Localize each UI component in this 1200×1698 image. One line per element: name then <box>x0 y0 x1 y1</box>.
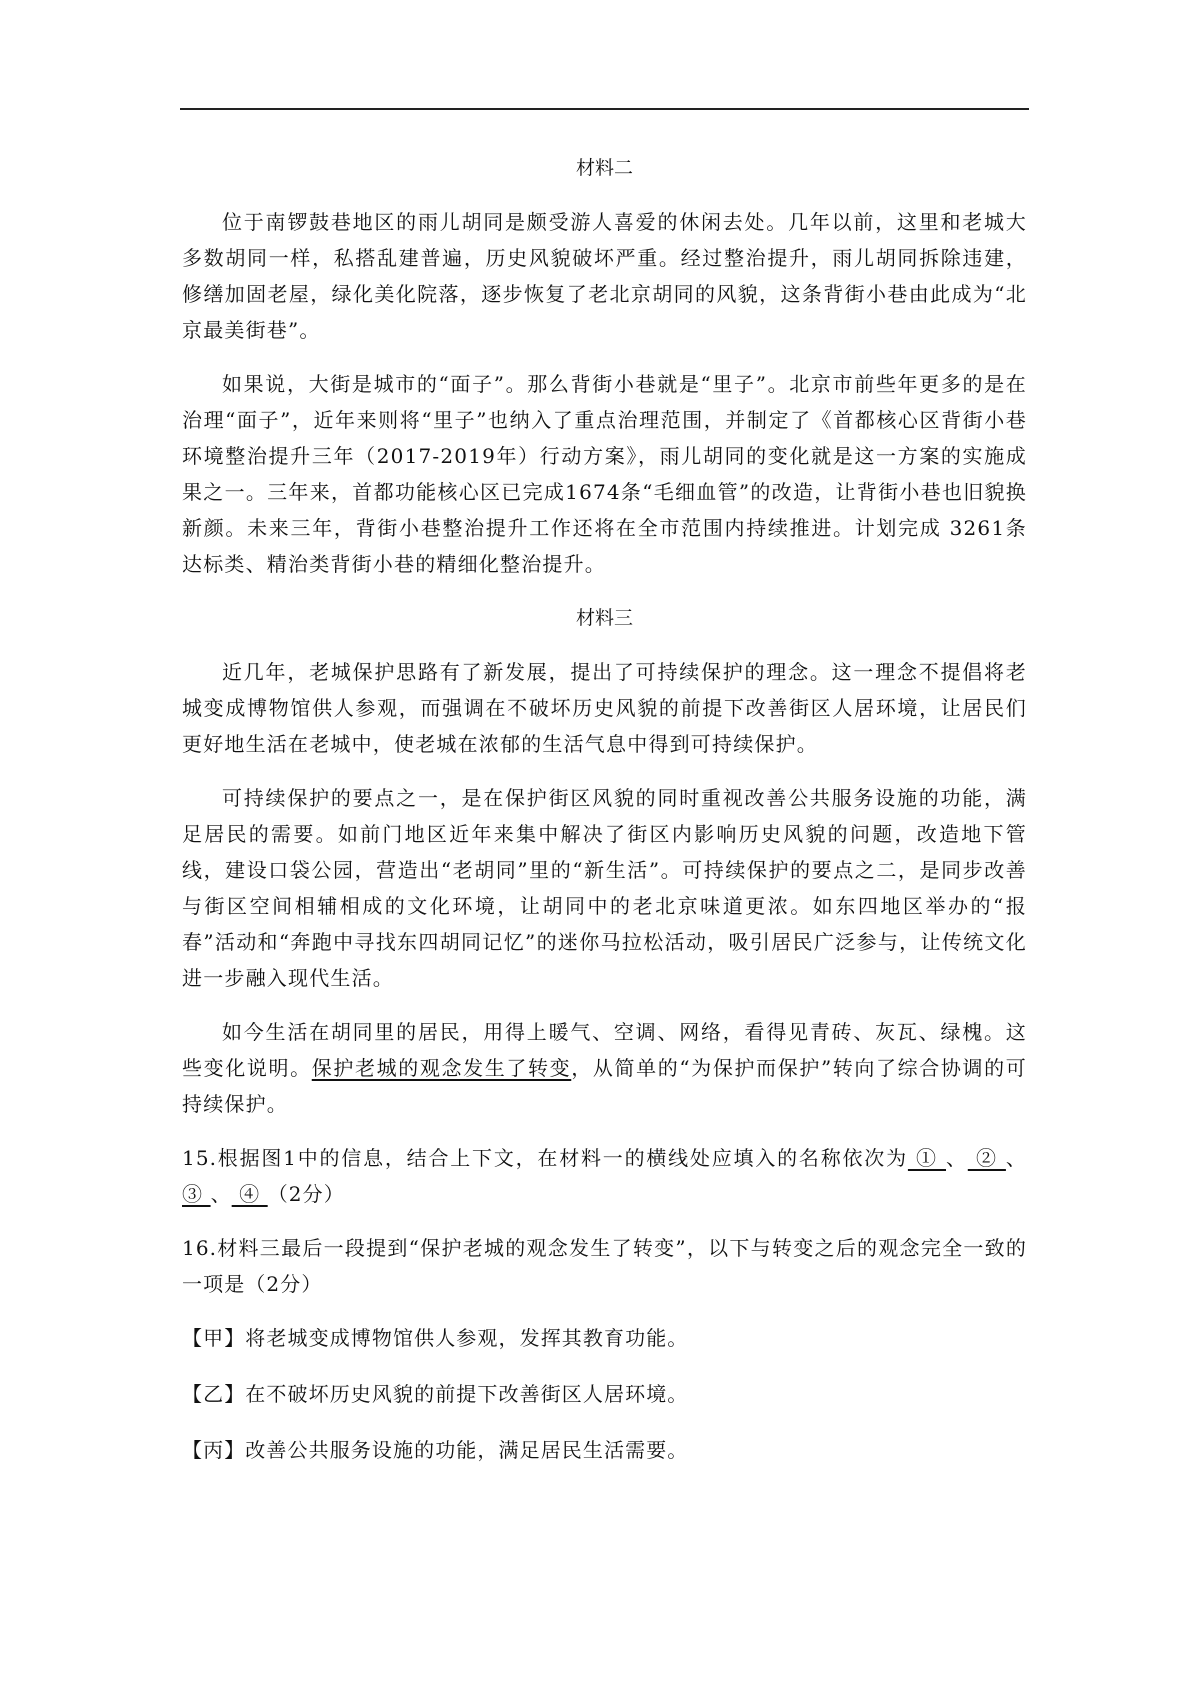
q15-blank-4: ④ <box>231 1182 268 1206</box>
material2-heading: 材料二 <box>575 157 633 179</box>
header-rule <box>180 108 1029 110</box>
q15-blank-3: ③ <box>182 1182 211 1206</box>
p3-start: 如今生活在胡同里的居民，用得上暖气、空调、网络，看得见青砖、灰瓦、绿槐。这些变化说明。 <box>182 1020 1027 1080</box>
q15-score: （2分） <box>267 1182 345 1206</box>
option-jia: 【甲】将老城变成博物馆供人参观，发挥其教育功能。 <box>182 1326 689 1350</box>
underlined-phrase: 保护老城的观念发生了转变 <box>311 1056 572 1080</box>
option-bing: 【丙】改善公共服务设施的功能，满足居民生活需要。 <box>182 1438 689 1462</box>
material2-paragraph-1: 位于南锣鼓巷地区的雨儿胡同是颇受游人喜爱的休闲去处。几年以前，这里和老城大多数胡同一样，私搭乱建普遍，历史风貌破坏严重。经过整治提升，雨儿胡同拆除违建，修缮加固老屋，绿化美化院落，逐步恢复了老北京胡同的风貌，这条背街小巷由此成为“北京最美街巷”。 <box>182 210 1027 342</box>
material3-paragraph-1: 近几年，老城保护思路有了新发展，提出了可持续保护的理念。这一理念不提倡将老城变成博物馆供人参观，而强调在不破坏历史风貌的前提下改善街区人居环境，让居民们更好地生活在老城中，使老城在浓郁的生活气息中得到可持续保护。 <box>182 660 1027 756</box>
material3-heading: 材料三 <box>575 607 633 629</box>
q15-text: 15.根据图1中的信息，结合上下文，在材料一的横线处应填入的名称依次为 <box>182 1146 908 1170</box>
material2-paragraph-2: 如果说，大街是城市的“面子”。那么背街小巷就是“里子”。北京市前些年更多的是在治理“面子”，近年来则将“里子”也纳入了重点治理范围，并制定了《首都核心区背街小巷环境整治提升三年（2017-2019年）行动方案》，雨儿胡同的变化就是这一方案的实施成果之一。三年来，首都功能核心区已完成1674条“毛细血管”的改造，让背街小巷也旧貌换新颜。未来三年，背街小巷整治提升工作还将在全市范围内持续推进。计划完成 3261条达标类、精治类背街小巷的精细化整治提升。 <box>182 372 1027 576</box>
material3-paragraph-2: 可持续保护的要点之一，是在保护街区风貌的同时重视改善公共服务设施的功能，满足居民的需要。如前门地区近年来集中解决了街区内影响历史风貌的问题，改造地下管线，建设口袋公园，营造出“老胡同”里的“新生活”。可持续保护的要点之二，是同步改善与街区空间相辅相成的文化环境，让胡同中的老北京味道更浓。如东四地区举办的“报春”活动和“奔跑中寻找东四胡同记忆”的迷你马拉松活动，吸引居民广泛参与，让传统文化进一步融入现代生活。 <box>182 786 1027 990</box>
q15-separator: 、 <box>210 1182 232 1206</box>
q15-blank-1: ① <box>907 1146 946 1170</box>
q15-blank-2: ② <box>967 1146 1006 1170</box>
q15-separator: 、 <box>946 1146 968 1170</box>
material3-paragraph-3 <box>182 1014 1027 1122</box>
p3-end: ，从简单的“为保护而保护”转向了综合协调的可持续保护。 <box>182 1056 1028 1116</box>
question-16: 16.材料三最后一段提到“保护老城的观念发生了转变”，以下与转变之后的观念完全一致的一项是（2分） <box>182 1236 1027 1296</box>
question-15 <box>182 1140 1027 1212</box>
document-page <box>182 150 1027 1488</box>
option-yi: 【乙】在不破坏历史风貌的前提下改善街区人居环境。 <box>182 1382 689 1406</box>
q15-separator: 、 <box>1005 1146 1028 1170</box>
